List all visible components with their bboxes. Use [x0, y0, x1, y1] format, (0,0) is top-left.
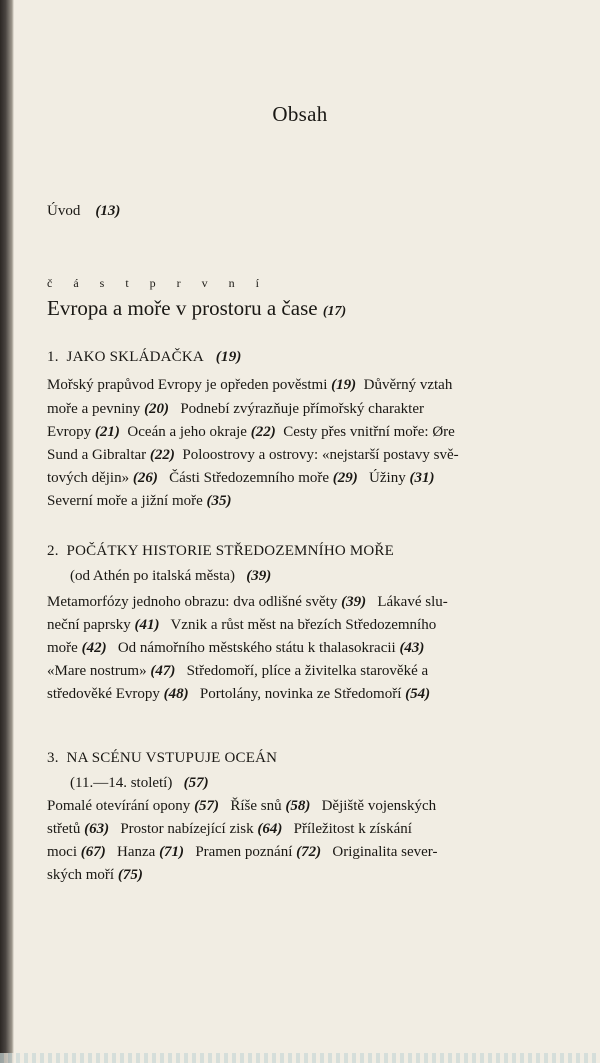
toc-line: [47, 594, 448, 611]
page-number: (19): [331, 377, 357, 393]
toc-line: [47, 401, 424, 418]
toc-line: [47, 844, 437, 861]
entry-text: Části Středozemního moře: [157, 470, 333, 486]
toc-line: [47, 424, 455, 441]
page-number: (20): [144, 401, 170, 417]
page-number: (54): [405, 686, 431, 702]
toc-line: [47, 617, 436, 634]
toc-line: [47, 377, 452, 394]
entry-text: neční paprsky: [47, 617, 135, 633]
chapter-page: (39): [234, 568, 272, 584]
entry-text: Podnebí zvýrazňuje přímořský charakter: [169, 401, 424, 417]
intro-page: (13): [95, 203, 121, 219]
entry-text: středověké Evropy: [47, 686, 164, 702]
entry-text: Středomoří, plíce a živitelka starověké a: [175, 663, 429, 679]
chapter-title: 1. JAKO SKLÁDAČKA: [47, 349, 204, 365]
page-number: (35): [206, 493, 232, 509]
chapter-subtitle: [70, 568, 271, 585]
part-title-line: [47, 296, 346, 321]
chapter-heading: [47, 543, 394, 560]
toc-line: [47, 867, 143, 884]
page-number: (22): [250, 424, 276, 440]
entry-text: Oceán a jeho okraje: [119, 424, 251, 440]
page-number: (26): [132, 470, 158, 486]
page-number: (63): [84, 821, 110, 837]
entry-text: Říše snů: [219, 798, 286, 814]
entry-text: Dějiště vojenských: [310, 798, 437, 814]
entry-text: ských moří: [47, 867, 118, 883]
page-number: (75): [117, 867, 143, 883]
page-number: (58): [285, 798, 311, 814]
page-number: (31): [409, 470, 435, 486]
entry-text: Pomalé otevírání opony: [47, 798, 195, 814]
entry-text: střetů: [47, 821, 85, 837]
page-number: (64): [257, 821, 283, 837]
chapter-title: 2. POČÁTKY HISTORIE STŘEDOZEMNÍHO MOŘE: [47, 543, 394, 559]
toc-line: [47, 663, 428, 680]
entry-text: Evropy: [47, 424, 95, 440]
page-number: (39): [341, 594, 367, 610]
page-number: (72): [296, 844, 322, 860]
entry-text: moci: [47, 844, 81, 860]
entry-text: Metamorfózy jednoho obrazu: dva odlišné světy: [47, 594, 342, 610]
entry-text: Lákavé slu-: [366, 594, 448, 610]
entry-text: moře: [47, 640, 82, 656]
chapter-title: 3. NA SCÉNU VSTUPUJE OCEÁN: [47, 750, 278, 766]
entry-text: Příležitost k získání: [282, 821, 412, 837]
page-number: (71): [159, 844, 185, 860]
part-page: (17): [322, 304, 347, 319]
toc-line: [47, 640, 424, 657]
entry-text: Vznik a růst měst na březích Středozemního: [159, 617, 437, 633]
chapter-page: (57): [172, 775, 209, 791]
page-number: (22): [149, 447, 175, 463]
entry-text: Důvěrný vztah: [356, 377, 453, 393]
page-number: (48): [163, 686, 189, 702]
chapter-subtitle-text: (od Athén po italská města): [70, 568, 235, 584]
entry-text: Prostor nabízející zisk: [109, 821, 258, 837]
entry-text: Hanza: [105, 844, 160, 860]
toc-line: [47, 447, 459, 464]
intro-entry: [47, 203, 120, 220]
entry-text: Originalita sever-: [321, 844, 438, 860]
page-number: (21): [94, 424, 120, 440]
entry-text: Cesty přes vnitřní moře: Øre: [275, 424, 455, 440]
page-number: (41): [134, 617, 160, 633]
toc-line: [47, 470, 434, 487]
entry-text: Portolány, novinka ze Středomoří: [188, 686, 406, 702]
part-label: č á s t p r v n í: [47, 276, 268, 290]
entry-text: Severní moře a jižní moře: [47, 493, 207, 509]
page-number: (43): [399, 640, 425, 656]
entry-text: Od námořního městského státu k thalasokracii: [106, 640, 400, 656]
entry-text: Sund a Gibraltar: [47, 447, 150, 463]
entry-text: tových dějin»: [47, 470, 133, 486]
page-number: (57): [194, 798, 220, 814]
page-number: (47): [150, 663, 176, 679]
page-title: Obsah: [272, 102, 328, 126]
chapter-page: (19): [203, 349, 242, 365]
entry-text: Poloostrovy a ostrovy: «nejstarší postavy svě-: [174, 447, 459, 463]
page-number: (29): [332, 470, 358, 486]
toc-line: [47, 798, 436, 815]
toc-line: [47, 686, 430, 703]
page-number: (67): [80, 844, 106, 860]
intro-label: Úvod: [47, 203, 81, 219]
chapter-subtitle-text: (11.—14. století): [70, 775, 173, 791]
chapter-heading: [47, 750, 277, 767]
entry-text: Mořský prapůvod Evropy je opředen pověstmi: [47, 377, 332, 393]
page-number: (42): [81, 640, 107, 656]
entry-text: Úžiny: [357, 470, 410, 486]
entry-text: «Mare nostrum»: [47, 663, 151, 679]
entry-text: Pramen poznání: [184, 844, 297, 860]
chapter-heading: [47, 349, 242, 366]
toc-line: [47, 821, 412, 838]
chapter-subtitle: [70, 775, 209, 792]
entry-text: moře a pevniny: [47, 401, 145, 417]
part-title: Evropa a moře v prostoru a čase: [47, 296, 318, 320]
toc-line: [47, 493, 232, 510]
